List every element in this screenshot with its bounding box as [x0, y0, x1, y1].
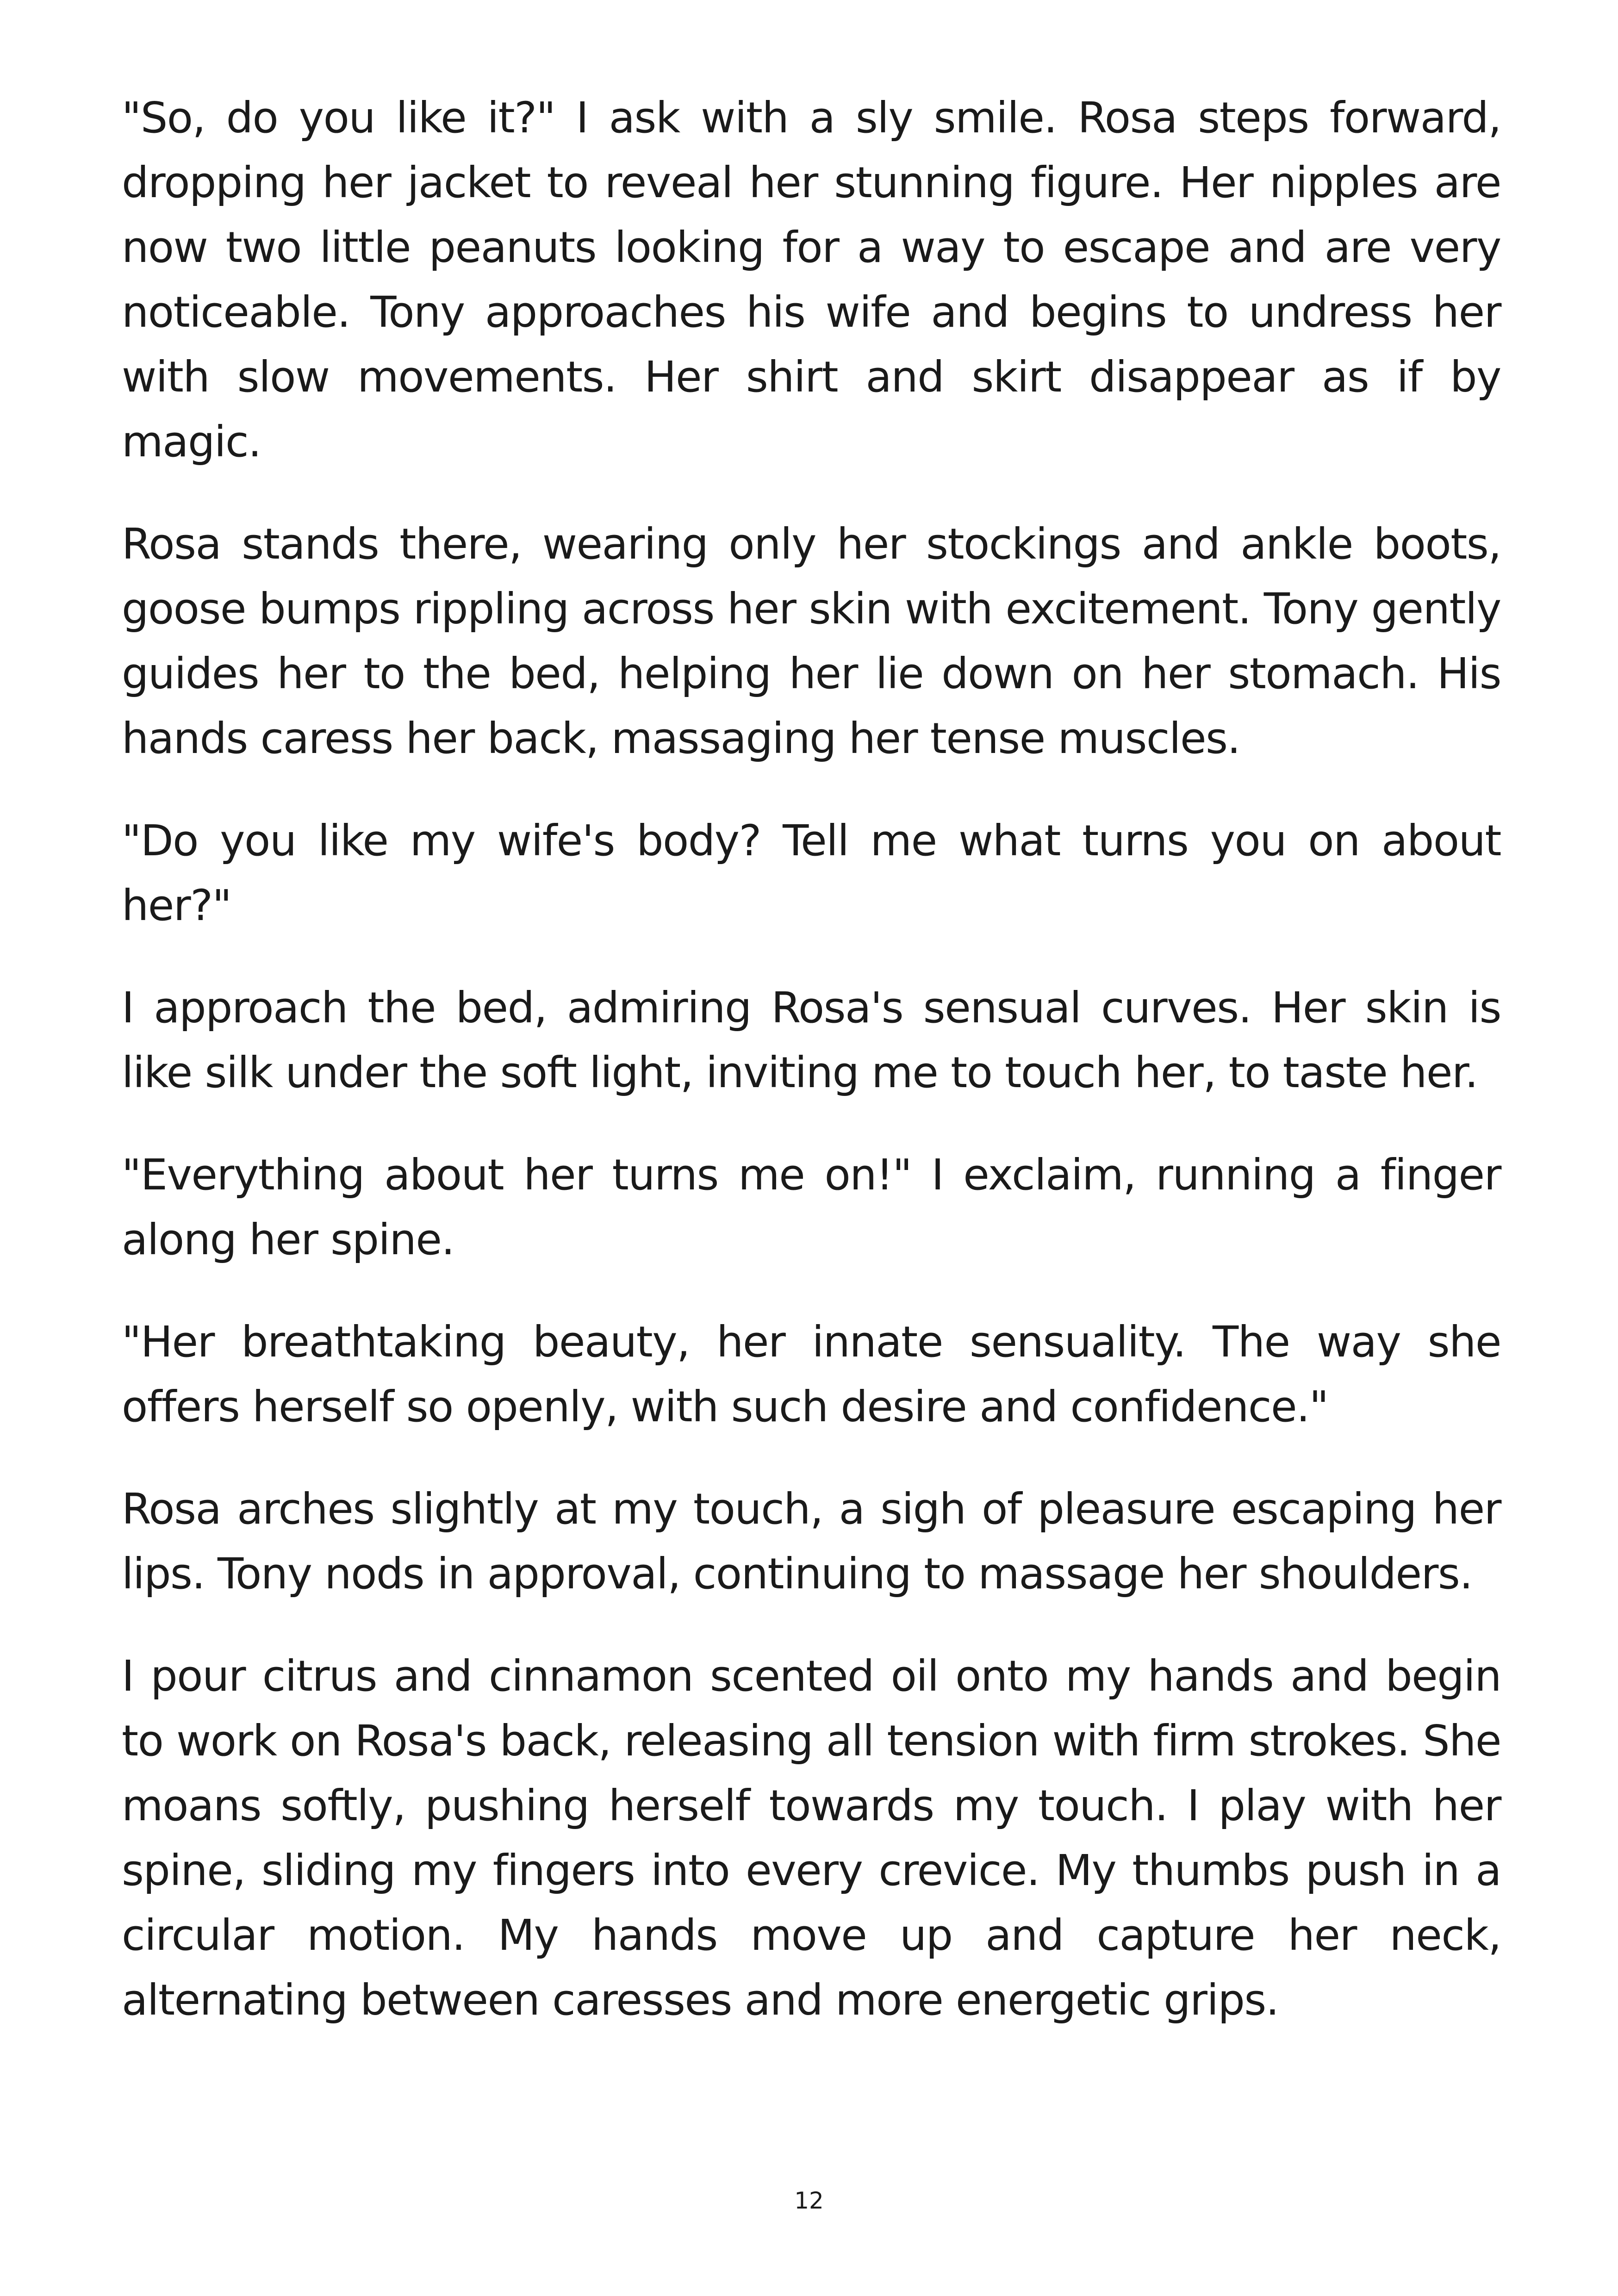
paragraph-1: "So, do you like it?" I ask with a sly smile. Rosa steps forward, dropping her jacket to reveal her stunning figure. Her nipples are now two little peanuts looking for a way to escape and are very noticeable. Tony approaches his wife and begins to undress her with slow movements. Her shirt and skirt disappear as if by magic. [122, 93, 1501, 467]
paragraph-7: Rosa arches slightly at my touch, a sigh of pleasure escaping her lips. Tony nods in approval, continuing to massage her shoulders. [122, 1484, 1501, 1599]
paragraph-8: I pour citrus and cinnamon scented oil onto my hands and begin to work on Rosa's back, releasing all tension with firm strokes. She moans softly, pushing herself towards my touch. I play with her spine, sliding my fingers into every crevice. My thumbs push in a circular motion. My hands move up and capture her neck, alternating between caresses and more energetic grips. [122, 1651, 1501, 2025]
paragraph-3: "Do you like my wife's body? Tell me what turns you on about her?" [122, 816, 1501, 930]
paragraph-6: "Her breathtaking beauty, her innate sensuality. The way she offers herself so openly, with such desire and confidence." [122, 1317, 1501, 1431]
paragraph-5: "Everything about her turns me on!" I exclaim, running a finger along her spine. [122, 1150, 1501, 1264]
paragraph-2: Rosa stands there, wearing only her stockings and ankle boots, goose bumps rippling across her skin with excitement. Tony gently guides her to the bed, helping her lie down on her stomach. His hands caress her back, massaging her tense muscles. [122, 519, 1501, 763]
paragraph-4: I approach the bed, admiring Rosa's sensual curves. Her skin is like silk under the soft light, inviting me to touch her, to taste her. [122, 983, 1501, 1097]
page-number: 12 [794, 2187, 824, 2214]
text-body [122, 86, 1501, 2070]
